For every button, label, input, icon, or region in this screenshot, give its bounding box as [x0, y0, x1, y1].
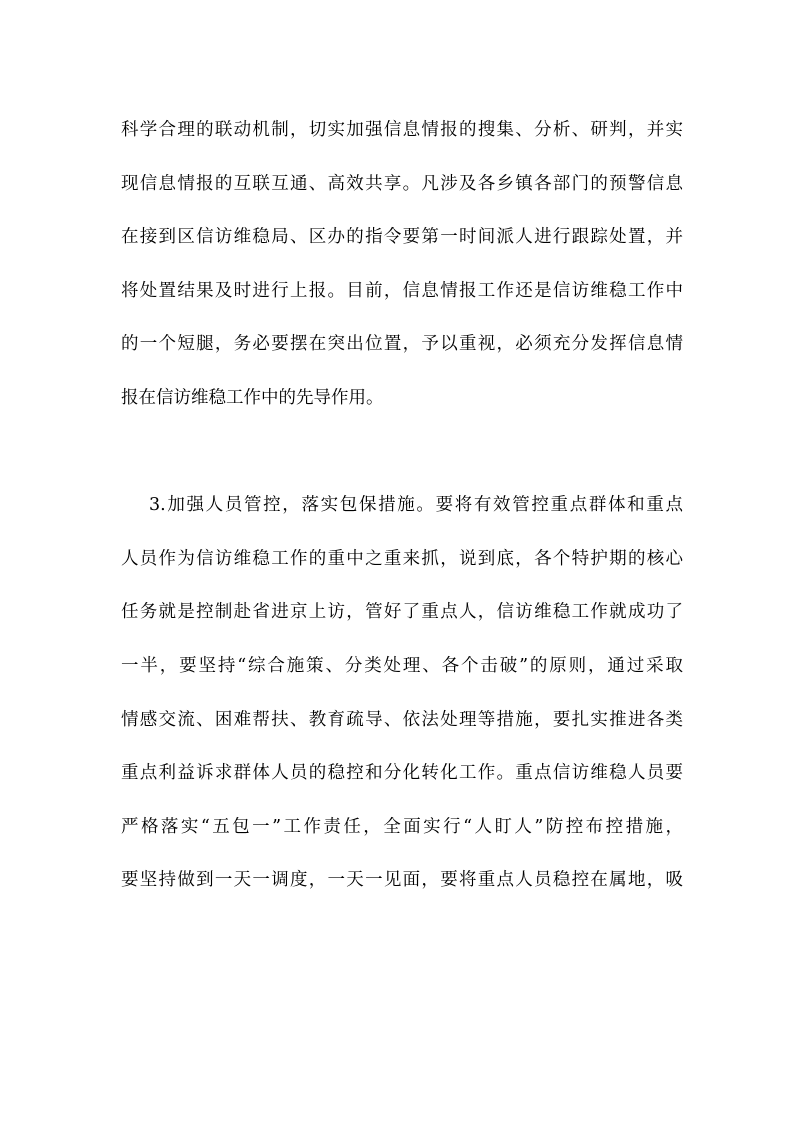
paragraph-line: 一半，要坚持“综合施策、分类处理、各个击破”的原则，通过采取	[121, 655, 683, 676]
document-body	[121, 104, 683, 908]
paragraph-linkage-mechanism	[121, 104, 683, 426]
paragraph-line: 严格落实“五包一”工作责任，全面实行“人盯人”防控布控措施，	[121, 816, 683, 837]
paragraph-line: 重点利益诉求群体人员的稳控和分化转化工作。重点信访维稳人员要	[121, 763, 683, 784]
paragraph-line: 报在信访维稳工作中的先导作用。	[121, 387, 384, 408]
paragraph-line: 科学合理的联动机制，切实加强信息情报的搜集、分析、研判，并实	[121, 120, 683, 140]
paragraph-line: 3.加强人员管控，落实包保措施。要将有效管控重点群体和重点	[149, 495, 683, 516]
paragraph-spacer	[121, 426, 683, 480]
paragraph-line: 情感交流、困难帮扶、教育疏导、依法处理等措施，要扎实推进各类	[121, 709, 683, 730]
paragraph-line: 在接到区信访维稳局、区办的指令要第一时间派人进行跟踪处置，并	[121, 227, 683, 248]
paragraph-line: 现信息情报的互联互通、高效共享。凡涉及各乡镇各部门的预警信息	[121, 173, 683, 194]
paragraph-line: 的一个短腿，务必要摆在突出位置，予以重视，必须充分发挥信息情	[121, 334, 683, 355]
paragraph-line: 将处置结果及时进行上报。目前，信息情报工作还是信访维稳工作中	[121, 280, 683, 301]
paragraph-line: 任务就是控制赴省进京上访，管好了重点人，信访维稳工作就成功了	[121, 602, 683, 623]
paragraph-personnel-control	[121, 479, 683, 908]
paragraph-line: 人员作为信访维稳工作的重中之重来抓，说到底，各个特护期的核心	[121, 548, 683, 569]
paragraph-line: 要坚持做到一天一调度，一天一见面，要将重点人员稳控在属地，吸	[121, 870, 683, 891]
